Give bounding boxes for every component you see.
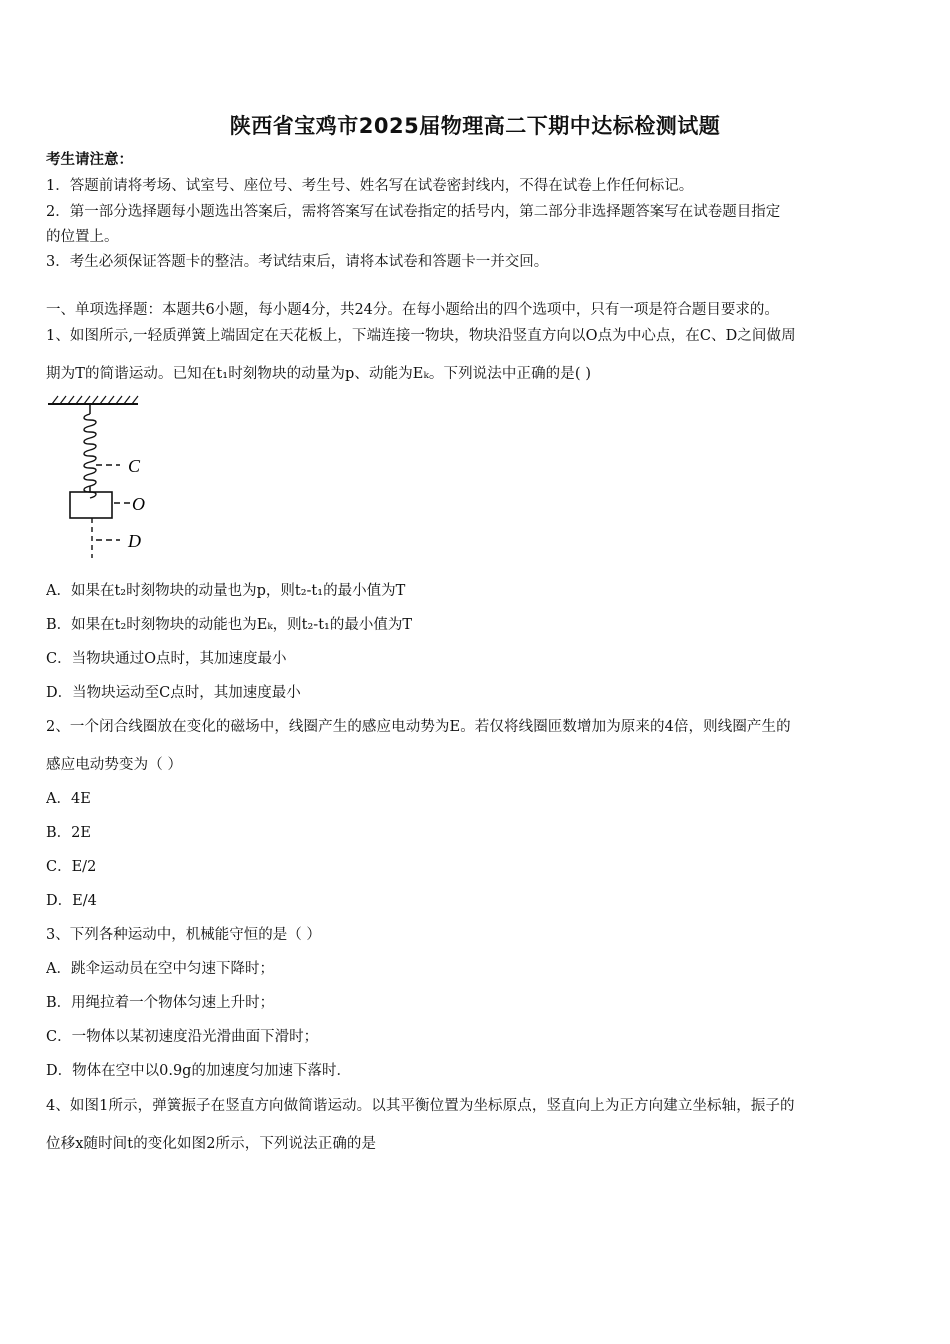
- label-o: O: [132, 494, 145, 514]
- question-3-option-d: D．物体在空中以0.9g的加速度匀加速下落时．: [46, 1063, 351, 1079]
- notice-item-1: 1．答题前请将考场、试室号、座位号、考生号、姓名写在试卷密封线内，不得在试卷上作任何标记。: [46, 178, 694, 194]
- question-2-option-b: B．2E: [46, 825, 91, 841]
- question-1-option-a: A．如果在t₂时刻物块的动量也为p，则t₂-t₁的最小值为T: [46, 583, 406, 599]
- question-1-line-2: 期为T的简谐运动。已知在t₁时刻物块的动量为p、动能为Eₖ。下列说法中正确的是( ): [46, 366, 592, 382]
- label-c: C: [128, 456, 141, 476]
- question-4-line-1: 4、如图1所示，弹簧振子在竖直方向做简谐运动。以其平衡位置为坐标原点，竖直向上为正方向建立坐标轴，振子的: [46, 1098, 795, 1114]
- question-2-option-a: A．4E: [46, 791, 91, 807]
- question-2-option-d: D．E/4: [46, 893, 97, 909]
- question-2-option-c: C．E/2: [46, 859, 97, 875]
- question-1-line-1: 1、如图所示,一轻质弹簧上端固定在天花板上，下端连接一物块，物块沿竖直方向以O点为中心点，在C、D之间做周: [46, 328, 796, 344]
- spring-oscillator-figure: [44, 392, 164, 562]
- notice-item-3: 3．考生必须保证答题卡的整洁。考试结束后，请将本试卷和答题卡一并交回。: [46, 254, 549, 270]
- question-2-line-2: 感应电动势变为（ ）: [46, 757, 183, 773]
- page-title: 陕西省宝鸡市2025届物理高二下期中达标检测试题: [229, 114, 721, 138]
- question-1-option-c: C．当物块通过O点时，其加速度最小: [46, 651, 287, 667]
- question-1-option-d: D．当物块运动至C点时，其加速度最小: [46, 685, 301, 701]
- question-3-option-a: A．跳伞运动员在空中匀速下降时；: [46, 961, 274, 977]
- question-3-option-c: C．一物体以某初速度沿光滑曲面下滑时；: [46, 1029, 319, 1045]
- question-2-line-1: 2、一个闭合线圈放在变化的磁场中，线圈产生的感应电动势为E。若仅将线圈匝数增加为原来的4倍，则线圈产生的: [46, 719, 791, 735]
- label-d: D: [128, 531, 141, 551]
- notice-item-2: 2．第一部分选择题每小题选出答案后，需将答案写在试卷指定的括号内，第二部分非选择题答案写在试卷题目指定: [46, 204, 781, 220]
- question-3-option-b: B．用绳拉着一个物体匀速上升时；: [46, 995, 275, 1011]
- notice-item-2-cont: 的位置上。: [46, 229, 119, 245]
- question-3-line-1: 3、下列各种运动中，机械能守恒的是（ ）: [46, 927, 321, 943]
- section-heading: 一、单项选择题：本题共6小题，每小题4分，共24分。在每小题给出的四个选项中，只有一项是符合题目要求的。: [46, 302, 779, 318]
- question-1-option-b: B．如果在t₂时刻物块的动能也为Eₖ，则t₂-t₁的最小值为T: [46, 617, 413, 633]
- notice-heading: 考生请注意：: [46, 151, 133, 168]
- question-4-line-2: 位移x随时间t的变化如图2所示，下列说法正确的是: [46, 1136, 377, 1152]
